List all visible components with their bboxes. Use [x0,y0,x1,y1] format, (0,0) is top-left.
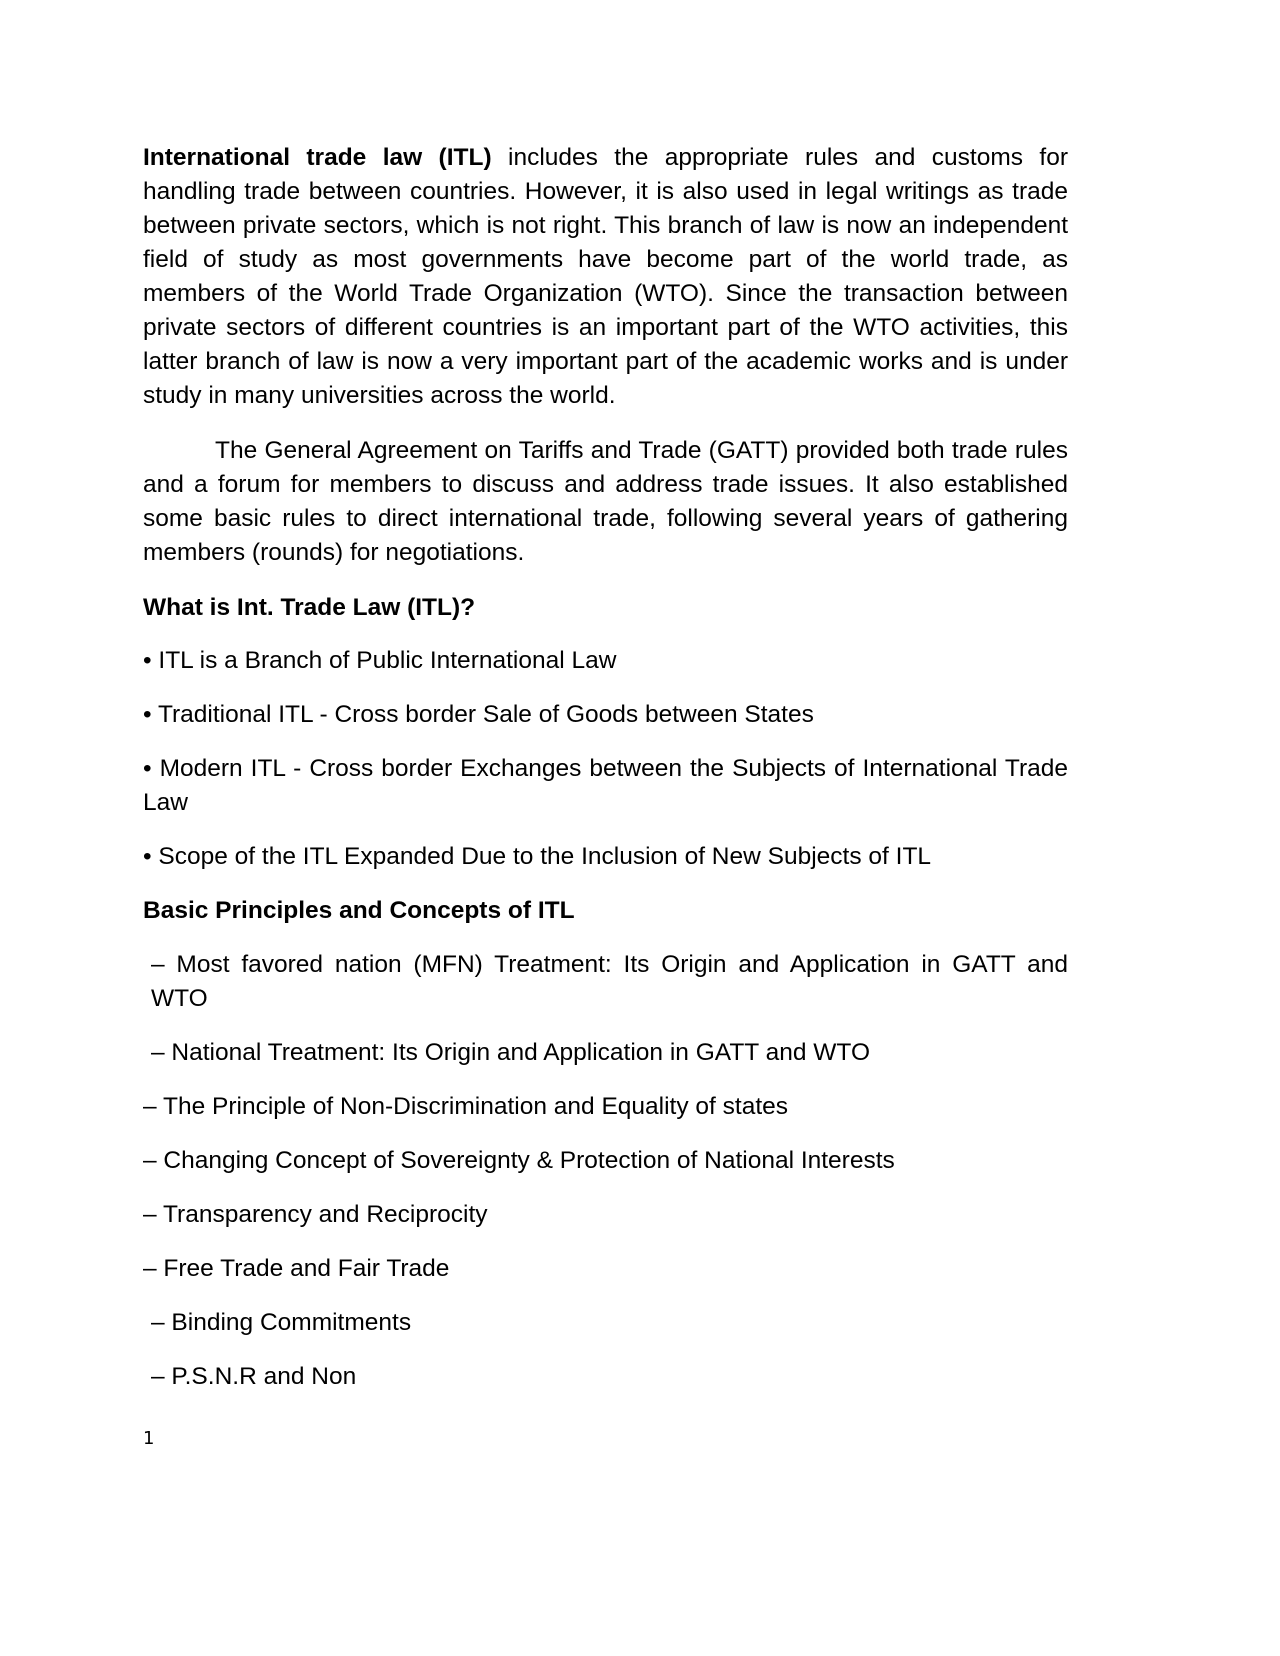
section-heading-what-is-itl: What is Int. Trade Law (ITL)? [143,594,476,621]
principle-item: – Most favored nation (MFN) Treatment: Its Origin and Application in GATT and WTO [151,951,1068,1012]
intro-paragraph [143,141,1068,413]
principle-item: – The Principle of Non-Discrimination and Equality of states [143,1093,789,1120]
page-number: 1 [143,1428,155,1449]
principle-item: – Binding Commitments [151,1309,412,1336]
bullet-item: • Scope of the ITL Expanded Due to the Inclusion of New Subjects of ITL [143,843,932,870]
intro-term: International trade law (ITL) [143,144,492,171]
principle-item: – Free Trade and Fair Trade [143,1255,450,1282]
gatt-paragraph: The General Agreement on Tariffs and Trade (GATT) provided both trade rules and a forum for members to discuss and address trade issues. It also established some basic rules to direct international trade, following several years of gathering members (rounds) for negotiations. [143,437,1068,566]
bullet-item: • ITL is a Branch of Public International Law [143,647,617,674]
principle-item: – P.S.N.R and Non [151,1363,357,1390]
principle-item: – Changing Concept of Sovereignty & Protection of National Interests [143,1147,895,1174]
principle-item: – National Treatment: Its Origin and Application in GATT and WTO [151,1039,871,1066]
intro-text: includes the appropriate rules and customs for handling trade between countries. However, it is also used in legal writings as trade between private sectors, which is not right. This branch of law is now an independent field of study as most governments have become part of the world trade, as members of the World Trade Organization (WTO). Since the transaction between private sectors of different countries is an important part of the WTO activities, this latter branch of law is now a very important part of the academic works and is under study in many universities across the world. [143,144,1068,409]
bullet-item: • Traditional ITL - Cross border Sale of Goods between States [143,701,814,728]
principle-item: – Transparency and Reciprocity [143,1201,488,1228]
section-heading-basic-principles: Basic Principles and Concepts of ITL [143,897,575,924]
bullet-item: • Modern ITL - Cross border Exchanges between the Subjects of International Trade Law [143,755,1068,816]
